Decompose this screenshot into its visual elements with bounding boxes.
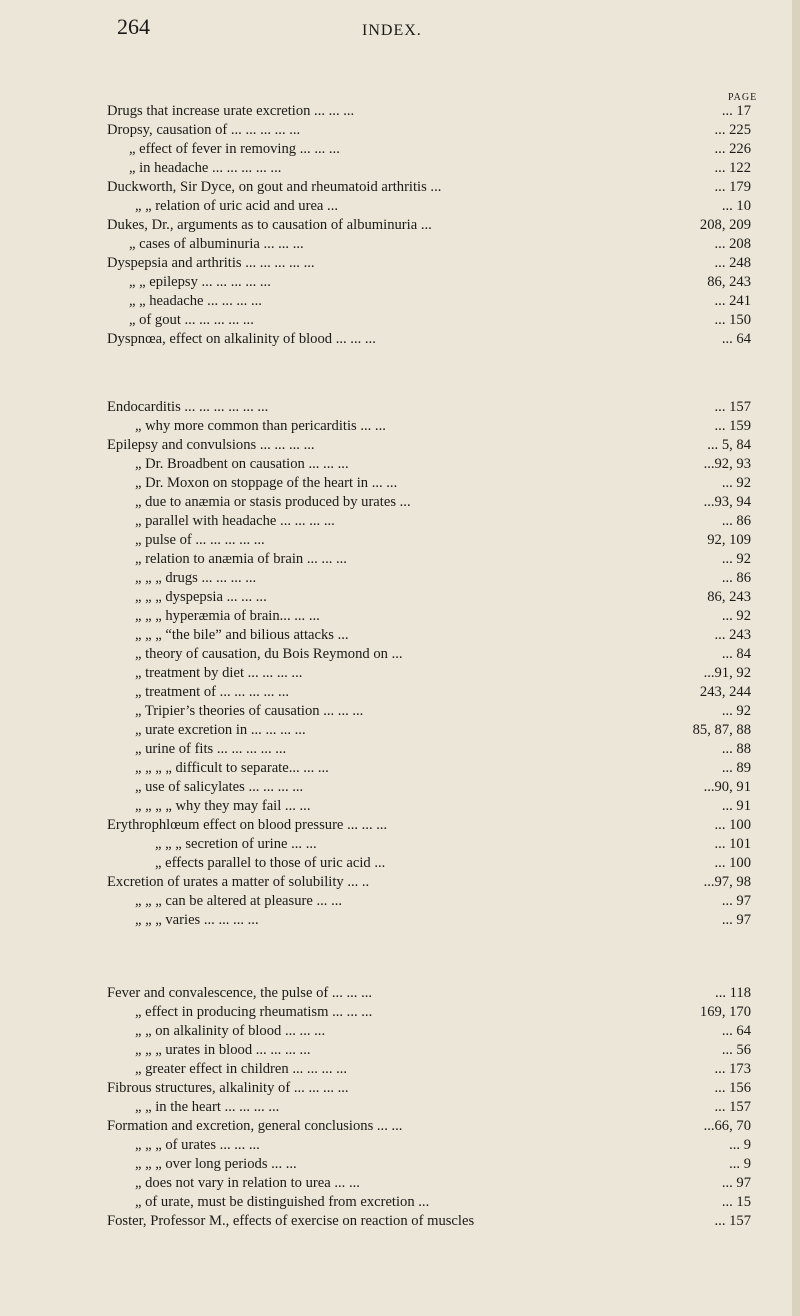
entry-text: „ „ „ „ difficult to separate... ... ... <box>135 760 329 776</box>
entry-text: „ why more common than pericarditis ... ... <box>135 418 386 434</box>
entry-text: „ Dr. Broadbent on causation ... ... ... <box>135 456 349 472</box>
entry-text: Fibrous structures, alkalinity of ... ... ... ... <box>107 1080 349 1096</box>
entry-text: „ parallel with headache ... ... ... ... <box>135 513 335 529</box>
entry-pages: ... 88 <box>721 741 751 757</box>
index-entry <box>107 1136 751 1155</box>
entry-pages: ... 15 <box>721 1194 751 1210</box>
index-entry <box>107 1060 751 1079</box>
entry-text: „ effect in producing rheumatism ... ... ... <box>135 1004 373 1020</box>
entry-pages: ...91, 92 <box>703 665 751 681</box>
entry-text: Excretion of urates a matter of solubility ... .. <box>107 874 370 890</box>
entry-text: „ Tripier’s theories of causation ... ... ... <box>135 703 364 719</box>
index-entry <box>107 531 751 550</box>
page-edge <box>792 0 800 1316</box>
index-entry <box>107 121 751 140</box>
index-entry <box>107 797 751 816</box>
index-entry <box>107 1041 751 1060</box>
entry-text: „ „ in the heart ... ... ... ... <box>135 1099 280 1115</box>
entry-pages: 208, 209 <box>699 217 751 233</box>
index-entry <box>107 588 751 607</box>
index-entry <box>107 1022 751 1041</box>
entry-text: „ „ epilepsy ... ... ... ... ... <box>129 274 271 290</box>
index-entry <box>107 311 751 330</box>
entry-pages: ... 157 <box>714 1099 751 1115</box>
entry-pages: ... 84 <box>721 646 751 662</box>
index-entry <box>107 550 751 569</box>
index-entry <box>107 721 751 740</box>
entry-pages: ... 225 <box>714 122 751 138</box>
entry-pages: ... 92 <box>721 608 751 624</box>
entry-text: Dropsy, causation of ... ... ... ... ... <box>107 122 301 138</box>
entry-text: Drugs that increase urate excretion ... ... ... <box>107 103 355 119</box>
index-entry <box>107 778 751 797</box>
index-entry <box>107 1212 751 1231</box>
entry-text: Formation and excretion, general conclusions ... ... <box>107 1118 403 1134</box>
entry-text: „ cases of albuminuria ... ... ... <box>129 236 304 252</box>
entry-text: Endocarditis ... ... ... ... ... ... <box>107 399 269 415</box>
entry-text: „ „ relation of uric acid and urea ... <box>135 198 338 214</box>
entry-pages: ... 86 <box>721 570 751 586</box>
entry-pages: ... 159 <box>714 418 751 434</box>
index-entry <box>107 816 751 835</box>
entry-pages: 243, 244 <box>699 684 751 700</box>
entry-pages: ... 64 <box>721 331 751 347</box>
entry-text: Duckworth, Sir Dyce, on gout and rheumatoid arthritis ... <box>107 179 442 195</box>
entry-text: „ „ „ can be altered at pleasure ... ... <box>135 893 343 909</box>
entry-text: Epilepsy and convulsions ... ... ... ... <box>107 437 315 453</box>
index-entry <box>107 854 751 873</box>
entry-pages: ... 179 <box>714 179 751 195</box>
entry-pages: ... 17 <box>721 103 751 119</box>
entry-text: „ greater effect in children ... ... ... ... <box>135 1061 348 1077</box>
index-entry <box>107 178 751 197</box>
entry-pages: 85, 87, 88 <box>692 722 751 738</box>
entry-pages: 86, 243 <box>707 274 751 290</box>
entry-text: „ effects parallel to those of uric acid ... <box>155 855 386 871</box>
index-entry <box>107 330 751 349</box>
entry-text: Fever and convalescence, the pulse of ... ... ... <box>107 985 373 1001</box>
entry-pages: ... 92 <box>721 551 751 567</box>
entry-text: „ theory of causation, du Bois Reymond on ... <box>135 646 403 662</box>
index-entry <box>107 683 751 702</box>
index-entry <box>107 607 751 626</box>
entry-text: „ „ on alkalinity of blood ... ... ... <box>135 1023 326 1039</box>
entry-pages: 169, 170 <box>699 1004 751 1020</box>
entry-text: „ „ „ over long periods ... ... <box>135 1156 297 1172</box>
index-entry <box>107 984 751 1003</box>
entry-text: Foster, Professor M., effects of exercise on reaction of muscles <box>107 1213 475 1229</box>
index-entry <box>107 102 751 121</box>
entry-pages: ... 92 <box>721 703 751 719</box>
entry-pages: ... 64 <box>721 1023 751 1039</box>
page-column-label: PAGE <box>728 92 758 103</box>
entry-text: Dyspnœa, effect on alkalinity of blood ... ... ... <box>107 331 376 347</box>
entry-pages: ... 97 <box>721 1175 751 1191</box>
entry-pages: ... 101 <box>714 836 751 852</box>
index-entry <box>107 1193 751 1212</box>
entry-pages: ... 9 <box>729 1137 751 1153</box>
entry-pages: ... 10 <box>721 198 751 214</box>
index-entry <box>107 197 751 216</box>
entry-pages: ... 241 <box>714 293 751 309</box>
entry-pages: ... 243 <box>714 627 751 643</box>
index-entry <box>107 740 751 759</box>
index-entry <box>107 1079 751 1098</box>
index-entry <box>107 911 751 930</box>
entry-pages: 86, 243 <box>707 589 751 605</box>
entry-pages: ... 248 <box>714 255 751 271</box>
index-entry <box>107 140 751 159</box>
index-entry <box>107 216 751 235</box>
entry-text: „ „ „ secretion of urine ... ... <box>155 836 317 852</box>
index-entry <box>107 1155 751 1174</box>
entry-text: „ „ „ hyperæmia of brain... ... ... <box>135 608 320 624</box>
entry-pages: ...66, 70 <box>703 1118 751 1134</box>
entry-pages: ...97, 98 <box>703 874 751 890</box>
entry-pages: ... 5, 84 <box>707 437 751 453</box>
entry-text: „ of urate, must be distinguished from excretion ... <box>135 1194 430 1210</box>
index-entry <box>107 474 751 493</box>
index-entry <box>107 1174 751 1193</box>
entry-text: „ „ headache ... ... ... ... <box>129 293 262 309</box>
page-number: 264 <box>117 14 150 39</box>
entry-pages: 92, 109 <box>707 532 751 548</box>
entry-pages: ... 157 <box>714 399 751 415</box>
entry-text: „ „ „ dyspepsia ... ... ... <box>135 589 267 605</box>
entry-text: Dyspepsia and arthritis ... ... ... ... ... <box>107 255 315 271</box>
entry-text: Erythrophlœum effect on blood pressure ... ... ... <box>107 817 388 833</box>
entry-pages: ... 9 <box>729 1156 751 1172</box>
entry-text: „ of gout ... ... ... ... ... <box>129 312 254 328</box>
entry-pages: ... 100 <box>714 855 751 871</box>
entry-pages: ... 157 <box>714 1213 751 1229</box>
entry-pages: ... 208 <box>714 236 751 252</box>
entry-pages: ... 156 <box>714 1080 751 1096</box>
index-entry <box>107 702 751 721</box>
entry-text: „ in headache ... ... ... ... ... <box>129 160 282 176</box>
index-entry <box>107 1003 751 1022</box>
index-entry <box>107 254 751 273</box>
entry-text: „ „ „ drugs ... ... ... ... <box>135 570 257 586</box>
entry-pages: ... 86 <box>721 513 751 529</box>
index-entry <box>107 664 751 683</box>
index-entry <box>107 235 751 254</box>
entry-text: „ treatment of ... ... ... ... ... <box>135 684 290 700</box>
entry-text: „ urine of fits ... ... ... ... ... <box>135 741 287 757</box>
index-entry <box>107 493 751 512</box>
entry-pages: ...90, 91 <box>703 779 751 795</box>
entry-pages: ... 100 <box>714 817 751 833</box>
entry-text: „ pulse of ... ... ... ... ... <box>135 532 265 548</box>
entry-text: „ use of salicylates ... ... ... ... <box>135 779 304 795</box>
index-entry <box>107 398 751 417</box>
entry-pages: ... 122 <box>714 160 751 176</box>
index-entry <box>107 1117 751 1136</box>
entry-text: „ urate excretion in ... ... ... ... <box>135 722 306 738</box>
entry-pages: ... 91 <box>721 798 751 814</box>
index-entry <box>107 645 751 664</box>
entry-text: „ „ „ varies ... ... ... ... <box>135 912 259 928</box>
entry-pages: ... 97 <box>721 893 751 909</box>
entry-text: „ due to anæmia or stasis produced by urates ... <box>135 494 411 510</box>
index-entry <box>107 436 751 455</box>
entry-pages: ...93, 94 <box>703 494 751 510</box>
entry-pages: ... 118 <box>715 985 751 1001</box>
entry-pages: ... 56 <box>721 1042 751 1058</box>
entry-text: „ „ „ urates in blood ... ... ... ... <box>135 1042 311 1058</box>
index-entry <box>107 417 751 436</box>
index-entry <box>107 873 751 892</box>
index-entry <box>107 626 751 645</box>
entry-pages: ... 97 <box>721 912 751 928</box>
entry-pages: ... 173 <box>714 1061 751 1077</box>
entry-text: „ relation to anæmia of brain ... ... ... <box>135 551 347 567</box>
index-entry <box>107 512 751 531</box>
index-entry <box>107 569 751 588</box>
index-entry <box>107 273 751 292</box>
entry-text: „ „ „ of urates ... ... ... <box>135 1137 260 1153</box>
entry-text: „ „ „ „ why they may fail ... ... <box>135 798 311 814</box>
entry-text: „ does not vary in relation to urea ... ... <box>135 1175 360 1191</box>
entry-text: „ effect of fever in removing ... ... ... <box>129 141 340 157</box>
index-entry <box>107 835 751 854</box>
entry-pages: ... 150 <box>714 312 751 328</box>
index-entry <box>107 759 751 778</box>
index-entry <box>107 292 751 311</box>
entry-text: „ treatment by diet ... ... ... ... <box>135 665 303 681</box>
running-head: INDEX. <box>362 22 422 39</box>
index-entry <box>107 455 751 474</box>
entry-pages: ...92, 93 <box>703 456 751 472</box>
index-entry <box>107 1098 751 1117</box>
entry-text: „ „ „ “the bile” and bilious attacks ... <box>135 627 349 643</box>
index-entry <box>107 159 751 178</box>
entry-pages: ... 89 <box>721 760 751 776</box>
entry-text: „ Dr. Moxon on stoppage of the heart in ... ... <box>135 475 398 491</box>
entry-text: Dukes, Dr., arguments as to causation of albuminuria ... <box>107 217 432 233</box>
entry-pages: ... 226 <box>714 141 751 157</box>
index-entry <box>107 892 751 911</box>
entry-pages: ... 92 <box>721 475 751 491</box>
